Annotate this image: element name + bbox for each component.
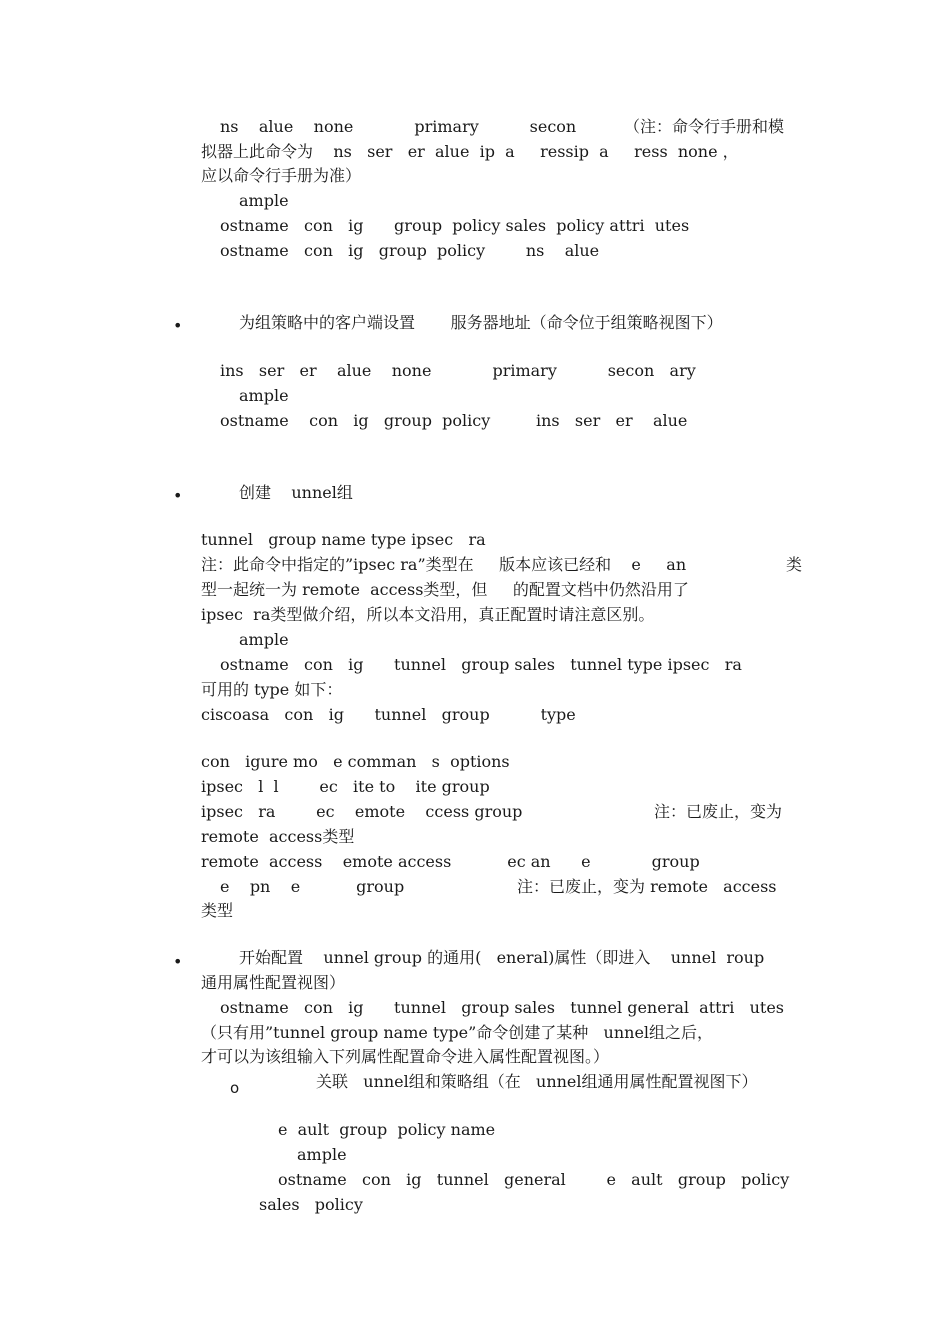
code-line: ostname con ig group policy sales policy attri utes bbox=[220, 216, 690, 235]
code-line: ostname con ig group policy ns alue bbox=[220, 241, 600, 260]
code-line: ostname con ig tunnel general e ault group policy bbox=[278, 1170, 790, 1189]
bullet-icon: • bbox=[173, 316, 183, 335]
text-line: 型一起统一为 remote access类型，但 的配置文档中仍然沿用了 bbox=[201, 580, 689, 599]
text-line: remote access类型 bbox=[201, 827, 355, 846]
text-line: ample bbox=[239, 386, 289, 405]
code-line: ipsec l l ec ite to ite group bbox=[201, 777, 490, 796]
text-line: ns alue none primary secon bbox=[220, 117, 577, 136]
code-line: ostname con ig tunnel group sales tunnel general attri utes bbox=[220, 998, 785, 1017]
text-line: ample bbox=[239, 191, 289, 210]
text-line: 注：此命令中指定的”ipsec ra”类型在 版本应该已经和 e an bbox=[201, 555, 687, 574]
text-line: 可用的 type 如下： bbox=[201, 680, 343, 699]
text-line: 通用属性配置视图） bbox=[201, 973, 346, 992]
text-line: （注：命令行手册和模 bbox=[624, 117, 785, 136]
code-line: tunnel group name type ipsec ra bbox=[201, 530, 486, 549]
bullet-icon: • bbox=[173, 486, 183, 505]
section-heading: 为组策略中的客户端设置 服务器地址（命令位于组策略视图下） bbox=[239, 313, 723, 332]
code-line: ciscoasa con ig tunnel group type bbox=[201, 705, 576, 724]
code-line: sales policy bbox=[259, 1195, 363, 1214]
text-line: ample bbox=[297, 1145, 347, 1164]
code-line: e ault group policy name bbox=[278, 1120, 496, 1139]
text-line: 注：已废止，变为 remote access bbox=[517, 877, 777, 896]
code-line: remote access emote access ec an e group bbox=[201, 852, 700, 871]
subsection-heading: 关联 unnel组和策略组（在 unnel组通用属性配置视图下） bbox=[316, 1072, 758, 1091]
text-line: 注：已废止，变为 bbox=[654, 802, 783, 821]
code-line: ostname con ig group policy ins ser er alue bbox=[220, 411, 688, 430]
text-line: 拟器上此命令为 ns ser er alue ip a ressip a ress none ， bbox=[201, 142, 739, 161]
code-line: ostname con ig tunnel group sales tunnel type ipsec ra bbox=[220, 655, 742, 674]
bullet-icon: • bbox=[173, 952, 183, 971]
section-heading: 创建 unnel组 bbox=[239, 483, 353, 502]
text-line: 类 bbox=[786, 555, 803, 574]
text-line: 才可以为该组输入下列属性配置命令进入属性配置视图。） bbox=[201, 1047, 610, 1066]
text-line: 应以命令行手册为准） bbox=[201, 166, 362, 185]
text-line: 类型 bbox=[201, 901, 234, 920]
code-line: ipsec ra ec emote ccess group bbox=[201, 802, 523, 821]
text-line: ipsec ra类型做介绍，所以本文沿用，真正配置时请注意区别。 bbox=[201, 605, 655, 624]
section-heading: 开始配置 unnel group 的通用( eneral)属性（即进入 unnel roup bbox=[239, 948, 765, 967]
code-line: e pn e group bbox=[220, 877, 405, 896]
code-line: con igure mo e comman s options bbox=[201, 752, 510, 771]
circle-bullet-icon: o bbox=[230, 1079, 240, 1097]
text-line: （只有用”tunnel group name type”命令创建了某种 unnel组之后， bbox=[201, 1023, 714, 1042]
text-line: ample bbox=[239, 630, 289, 649]
code-line: ins ser er alue none primary secon ary bbox=[220, 361, 696, 380]
